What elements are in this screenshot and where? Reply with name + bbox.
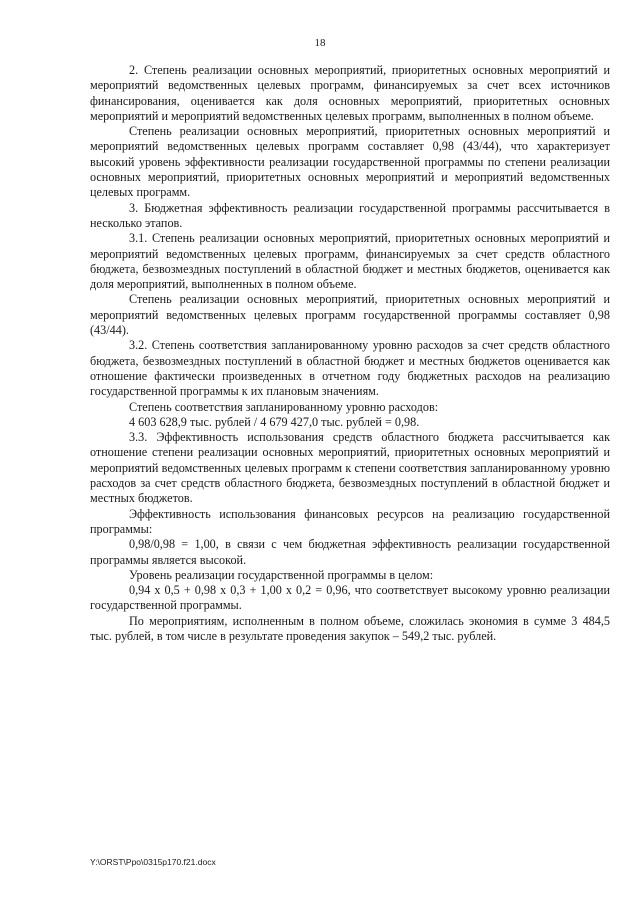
paragraph-3-2: 3.2. Степень соответствия запланированному уровню расходов за счет средств областного бюджета, безвозмездных поступлений в областной бюджет и местных бюджетов оценивается как отношение фактически произведенных в отчетном году бюджетных расходов на реализацию государственной программы к их плановым значениям. xyxy=(90,338,610,399)
page-number: 18 xyxy=(314,37,326,49)
paragraph-3-3: 3.3. Эффективность использования средств областного бюджета рассчитывается как отношение степени реализации основных мероприятий, приоритетных основных мероприятий и мероприятий ведомственных целевых программ к степени соответствия запланированному уровню расходов за счет средств областного бюджета, безвозмездных поступлений в областной бюджет и местных бюджетов. xyxy=(90,430,610,506)
footer-file-path: Y:\ORST\Ppo\0315p170.f21.docx xyxy=(90,857,216,867)
paragraph-2-result: Степень реализации основных мероприятий, приоритетных основных мероприятий и мероприятий ведомственных целевых программ составляет 0,98 (43/44), что характеризует высокий уровень эффективности реализации государственной программы по степени реализации основных мероприятий, приоритетных основных мероприятий и мероприятий ведомственных целевых программ. xyxy=(90,124,610,200)
paragraph-3-1: 3.1. Степень реализации основных мероприятий, приоритетных основных мероприятий и мероприятий ведомственных целевых программ, финансируемых за счет средств областного бюджета, безвозмездных поступлений в областной бюджет и местных бюджетов, оценивается как доля мероприятий, выполненных в полном объеме. xyxy=(90,231,610,292)
paragraph-3-2-formula: 4 603 628,9 тыс. рублей / 4 679 427,0 тыс. рублей = 0,98. xyxy=(129,414,420,429)
paragraph-savings: По мероприятиям, исполненным в полном объеме, сложилась экономия в сумме 3 484,5 тыс. рублей, в том числе в результате проведения закупок – 549,2 тыс. рублей. xyxy=(90,613,610,643)
paragraph-level-formula: 0,94 x 0,5 + 0,98 x 0,3 + 1,00 x 0,2 = 0,96, что соответствует высокому уровню реализации государственной программы. xyxy=(90,583,610,613)
paragraph-efficiency-label: Эффективность использования финансовых ресурсов на реализацию государственной программы: xyxy=(90,506,610,536)
paragraph-efficiency-formula: 0,98/0,98 = 1,00, в связи с чем бюджетная эффективность реализации государственной программы является высокой. xyxy=(90,537,610,567)
paragraph-3: 3. Бюджетная эффективность реализации государственной программы рассчитывается в несколько этапов. xyxy=(90,200,610,230)
document-body xyxy=(90,63,610,644)
paragraph-3-2-label: Степень соответствия запланированному уровню расходов: xyxy=(129,399,439,414)
paragraph-2: 2. Степень реализации основных мероприятий, приоритетных основных мероприятий и мероприятий ведомственных целевых программ, финансируемых за счет всех источников финансирования, оценивается как доля основных мероприятий, приоритетных основных мероприятий и мероприятий ведомственных целевых программ, выполненных в полном объеме. xyxy=(90,63,610,123)
paragraph-level-label: Уровень реализации государственной программы в целом: xyxy=(129,567,434,582)
paragraph-3-1-result: Степень реализации основных мероприятий, приоритетных основных мероприятий и мероприятий ведомственных целевых программ государственной программы составляет 0,98 (43/44). xyxy=(90,292,610,338)
